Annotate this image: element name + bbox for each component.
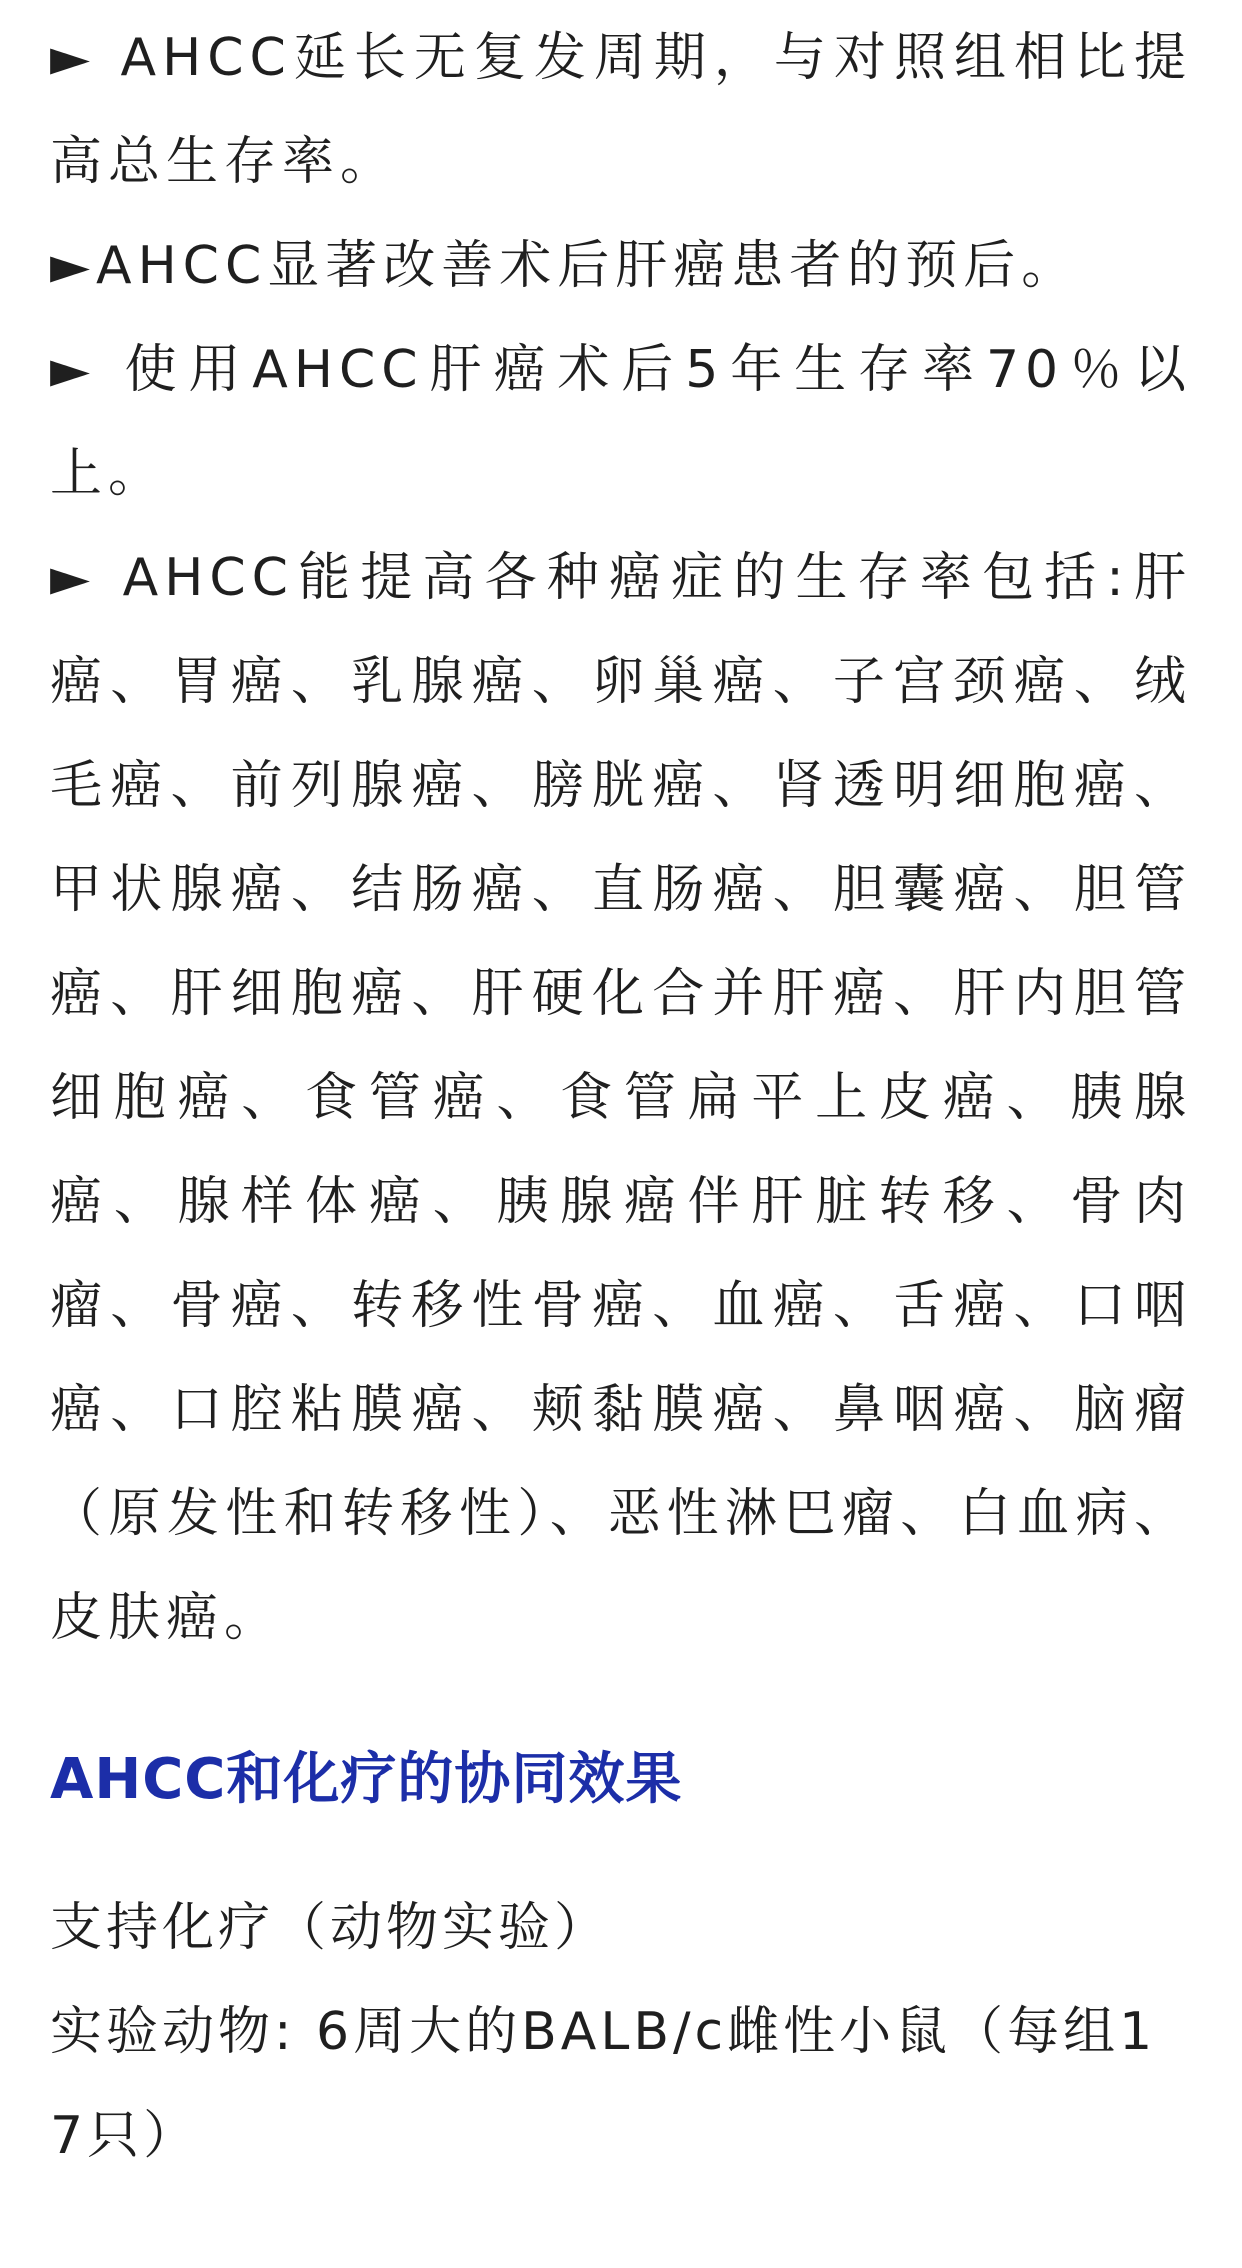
bullet-recurrence-survival: ► AHCC延长无复发周期，与对照组相比提高总生存率。 bbox=[50, 28, 1192, 192]
bullet-cancer-types: ► AHCC能提高各种癌症的生存率包括:肝癌、胃癌、乳腺癌、卵巢癌、子宫颈癌、绒毛癌、前列腺癌、膀胱癌、肾透明细胞癌、甲状腺癌、结肠癌、直肠癌、胆囊癌、胆管癌、肝细胞癌、肝硬化合并肝癌、肝内胆管细胞癌、食管癌、食管扁平上皮癌、胰腺癌、腺样体癌、胰腺癌伴肝脏转移、骨肉瘤、骨癌、转移性骨癌、血癌、舌癌、口咽癌、口腔粘膜癌、颊黏膜癌、鼻咽癌、脑瘤（原发性和转移性）、恶性淋巴瘤、白血病、皮肤癌。 bbox=[50, 548, 1192, 1648]
article-body bbox=[50, 0, 1192, 2188]
section-heading: AHCC和化疗的协同效果 bbox=[50, 1747, 683, 1812]
section-subheading: 支持化疗（动物实验） bbox=[50, 1898, 611, 1958]
bullet-liver-prognosis: ►AHCC显著改善术后肝癌患者的预后。 bbox=[50, 236, 1080, 296]
bullet-five-year-survival: ► 使用AHCC肝癌术后5年生存率70％以上。 bbox=[50, 340, 1192, 504]
experiment-animals-line: 实验动物: 6周大的BALB/c雌性小鼠（每组17只） bbox=[50, 2002, 1157, 2166]
